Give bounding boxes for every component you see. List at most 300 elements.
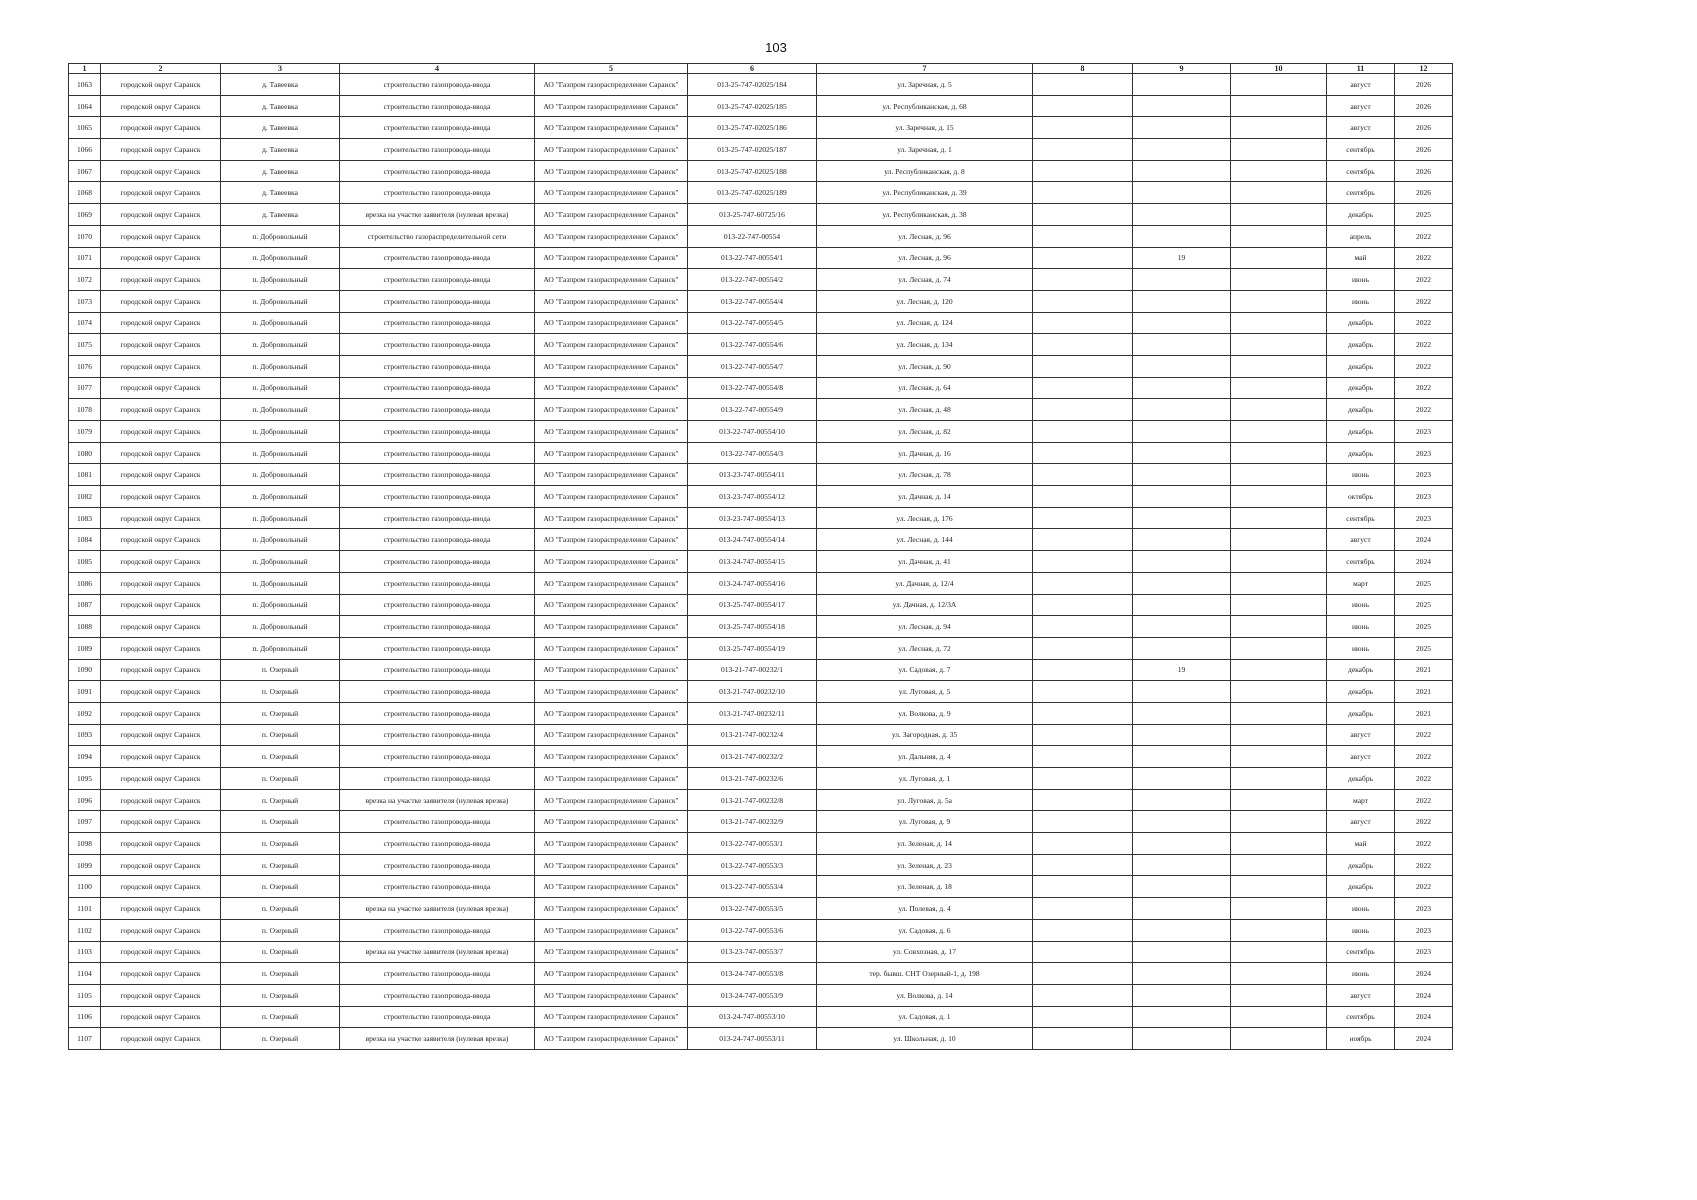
contract-number-cell: 013-22-747-00554/10 — [688, 421, 817, 443]
table-row — [69, 702, 1453, 724]
column-9-cell — [1133, 204, 1231, 226]
table-row — [69, 486, 1453, 508]
organization-cell: АО "Газпром газораспределение Саранск" — [535, 74, 688, 96]
municipality-cell: городской округ Саранск — [101, 421, 221, 443]
settlement-cell: п. Добровольный — [221, 225, 340, 247]
settlement-cell: п. Добровольный — [221, 290, 340, 312]
contract-number-cell: 013-24-747-00554/15 — [688, 551, 817, 573]
column-9-cell — [1133, 377, 1231, 399]
column-10-cell — [1231, 529, 1327, 551]
contract-number-cell: 013-21-747-00232/8 — [688, 789, 817, 811]
municipality-cell: городской округ Саранск — [101, 225, 221, 247]
settlement-cell: д. Тавеевка — [221, 204, 340, 226]
address-cell: ул. Дальняя, д. 4 — [817, 746, 1033, 768]
settlement-cell: п. Озерный — [221, 919, 340, 941]
contract-number-cell: 013-22-747-00554 — [688, 225, 817, 247]
column-8-cell — [1033, 247, 1133, 269]
work-type-cell: строительство газопровода-ввода — [340, 984, 535, 1006]
column-10-cell — [1231, 334, 1327, 356]
row-number-cell: 1071 — [69, 247, 101, 269]
organization-cell: АО "Газпром газораспределение Саранск" — [535, 594, 688, 616]
organization-cell: АО "Газпром газораспределение Саранск" — [535, 355, 688, 377]
year-cell: 2023 — [1395, 442, 1453, 464]
work-type-cell: строительство газопровода-ввода — [340, 876, 535, 898]
table-row — [69, 334, 1453, 356]
settlement-cell: п. Добровольный — [221, 399, 340, 421]
contract-number-cell: 013-22-747-00553/3 — [688, 854, 817, 876]
work-type-cell: строительство газопровода-ввода — [340, 572, 535, 594]
municipality-cell: городской округ Саранск — [101, 1006, 221, 1028]
municipality-cell: городской округ Саранск — [101, 377, 221, 399]
settlement-cell: п. Озерный — [221, 746, 340, 768]
address-cell: ул. Садовая, д. 6 — [817, 919, 1033, 941]
column-10-cell — [1231, 442, 1327, 464]
column-10-cell — [1231, 507, 1327, 529]
address-cell: ул. Садовая, д. 7 — [817, 659, 1033, 681]
organization-cell: АО "Газпром газораспределение Саранск" — [535, 789, 688, 811]
month-cell: ноябрь — [1327, 1028, 1395, 1050]
column-9-cell — [1133, 637, 1231, 659]
contract-number-cell: 013-25-747-02025/185 — [688, 95, 817, 117]
address-cell: ул. Зеленая, д. 18 — [817, 876, 1033, 898]
work-type-cell: строительство газопровода-ввода — [340, 551, 535, 573]
column-header: 5 — [535, 64, 688, 74]
column-10-cell — [1231, 355, 1327, 377]
contract-number-cell: 013-22-747-00553/4 — [688, 876, 817, 898]
row-number-cell: 1072 — [69, 269, 101, 291]
month-cell: декабрь — [1327, 204, 1395, 226]
row-number-cell: 1070 — [69, 225, 101, 247]
settlement-cell: п. Добровольный — [221, 312, 340, 334]
settlement-cell: д. Тавеевка — [221, 160, 340, 182]
settlement-cell: п. Добровольный — [221, 247, 340, 269]
month-cell: декабрь — [1327, 768, 1395, 790]
table-row — [69, 984, 1453, 1006]
column-10-cell — [1231, 941, 1327, 963]
row-number-cell: 1075 — [69, 334, 101, 356]
month-cell: август — [1327, 724, 1395, 746]
table-row — [69, 312, 1453, 334]
settlement-cell: п. Озерный — [221, 768, 340, 790]
table-row — [69, 616, 1453, 638]
organization-cell: АО "Газпром газораспределение Саранск" — [535, 486, 688, 508]
month-cell: март — [1327, 789, 1395, 811]
month-cell: июнь — [1327, 637, 1395, 659]
contract-number-cell: 013-22-747-00554/9 — [688, 399, 817, 421]
column-9-cell — [1133, 74, 1231, 96]
address-cell: ул. Лесная, д. 96 — [817, 247, 1033, 269]
column-header: 10 — [1231, 64, 1327, 74]
year-cell: 2025 — [1395, 572, 1453, 594]
table-row — [69, 160, 1453, 182]
year-cell: 2026 — [1395, 139, 1453, 161]
column-9-cell — [1133, 984, 1231, 1006]
work-type-cell: строительство газопровода-ввода — [340, 529, 535, 551]
contract-number-cell: 013-23-747-00554/13 — [688, 507, 817, 529]
month-cell: декабрь — [1327, 421, 1395, 443]
column-8-cell — [1033, 486, 1133, 508]
year-cell: 2022 — [1395, 355, 1453, 377]
column-8-cell — [1033, 898, 1133, 920]
column-8-cell — [1033, 551, 1133, 573]
row-number-cell: 1076 — [69, 355, 101, 377]
municipality-cell: городской округ Саранск — [101, 811, 221, 833]
column-9-cell — [1133, 854, 1231, 876]
column-header: 6 — [688, 64, 817, 74]
column-header: 4 — [340, 64, 535, 74]
year-cell: 2022 — [1395, 768, 1453, 790]
municipality-cell: городской округ Саранск — [101, 399, 221, 421]
month-cell: июнь — [1327, 269, 1395, 291]
column-header: 1 — [69, 64, 101, 74]
row-number-cell: 1092 — [69, 702, 101, 724]
organization-cell: АО "Газпром газораспределение Саранск" — [535, 225, 688, 247]
column-8-cell — [1033, 833, 1133, 855]
address-cell: ул. Лесная, д. 96 — [817, 225, 1033, 247]
year-cell: 2025 — [1395, 594, 1453, 616]
column-header: 2 — [101, 64, 221, 74]
row-number-cell: 1081 — [69, 464, 101, 486]
year-cell: 2022 — [1395, 399, 1453, 421]
municipality-cell: городской округ Саранск — [101, 464, 221, 486]
contract-number-cell: 013-22-747-00554/2 — [688, 269, 817, 291]
month-cell: май — [1327, 833, 1395, 855]
year-cell: 2022 — [1395, 876, 1453, 898]
contract-number-cell: 013-22-747-00554/4 — [688, 290, 817, 312]
column-9-cell: 19 — [1133, 247, 1231, 269]
month-cell: сентябрь — [1327, 182, 1395, 204]
organization-cell: АО "Газпром газораспределение Саранск" — [535, 963, 688, 985]
address-cell: ул. Лесная, д. 120 — [817, 290, 1033, 312]
address-cell: ул. Луговая, д. 5а — [817, 789, 1033, 811]
settlement-cell: п. Озерный — [221, 833, 340, 855]
column-9-cell — [1133, 963, 1231, 985]
table-row — [69, 941, 1453, 963]
column-9-cell: 19 — [1133, 659, 1231, 681]
column-10-cell — [1231, 811, 1327, 833]
settlement-cell: п. Добровольный — [221, 637, 340, 659]
contract-number-cell: 013-24-747-00553/10 — [688, 1006, 817, 1028]
table-row — [69, 768, 1453, 790]
municipality-cell: городской округ Саранск — [101, 594, 221, 616]
work-type-cell: строительство газопровода-ввода — [340, 377, 535, 399]
table-row — [69, 269, 1453, 291]
organization-cell: АО "Газпром газораспределение Саранск" — [535, 399, 688, 421]
month-cell: август — [1327, 529, 1395, 551]
address-cell: ул. Республиканская, д. 68 — [817, 95, 1033, 117]
year-cell: 2022 — [1395, 225, 1453, 247]
address-cell: ул. Дачная, д. 12/3А — [817, 594, 1033, 616]
row-number-cell: 1086 — [69, 572, 101, 594]
municipality-cell: городской округ Саранск — [101, 290, 221, 312]
settlement-cell: д. Тавеевка — [221, 74, 340, 96]
settlement-cell: п. Озерный — [221, 681, 340, 703]
organization-cell: АО "Газпром газораспределение Саранск" — [535, 95, 688, 117]
address-cell: ул. Лесная, д. 72 — [817, 637, 1033, 659]
column-10-cell — [1231, 789, 1327, 811]
year-cell: 2023 — [1395, 507, 1453, 529]
contract-number-cell: 013-21-747-00232/9 — [688, 811, 817, 833]
column-8-cell — [1033, 182, 1133, 204]
column-10-cell — [1231, 269, 1327, 291]
column-8-cell — [1033, 681, 1133, 703]
address-cell: ул. Лесная, д. 78 — [817, 464, 1033, 486]
municipality-cell: городской округ Саранск — [101, 551, 221, 573]
row-number-cell: 1068 — [69, 182, 101, 204]
column-10-cell — [1231, 551, 1327, 573]
address-cell: ул. Дачная, д. 12/4 — [817, 572, 1033, 594]
address-cell: ул. Дачная, д. 16 — [817, 442, 1033, 464]
address-cell: ул. Волкова, д. 14 — [817, 984, 1033, 1006]
column-9-cell — [1133, 551, 1231, 573]
settlement-cell: п. Добровольный — [221, 529, 340, 551]
column-10-cell — [1231, 399, 1327, 421]
column-10-cell — [1231, 290, 1327, 312]
organization-cell: АО "Газпром газораспределение Саранск" — [535, 637, 688, 659]
column-9-cell — [1133, 616, 1231, 638]
year-cell: 2024 — [1395, 1006, 1453, 1028]
month-cell: июнь — [1327, 464, 1395, 486]
column-10-cell — [1231, 876, 1327, 898]
row-number-cell: 1088 — [69, 616, 101, 638]
row-number-cell: 1065 — [69, 117, 101, 139]
column-9-cell — [1133, 529, 1231, 551]
column-8-cell — [1033, 919, 1133, 941]
table-row — [69, 811, 1453, 833]
column-10-cell — [1231, 594, 1327, 616]
organization-cell: АО "Газпром газораспределение Саранск" — [535, 464, 688, 486]
column-9-cell — [1133, 442, 1231, 464]
work-type-cell: строительство газопровода-ввода — [340, 637, 535, 659]
column-8-cell — [1033, 225, 1133, 247]
table-row — [69, 421, 1453, 443]
year-cell: 2026 — [1395, 182, 1453, 204]
column-8-cell — [1033, 572, 1133, 594]
table-row — [69, 225, 1453, 247]
row-number-cell: 1074 — [69, 312, 101, 334]
table-row — [69, 117, 1453, 139]
table-row — [69, 572, 1453, 594]
column-9-cell — [1133, 833, 1231, 855]
table-body — [69, 74, 1453, 1050]
settlement-cell: д. Тавеевка — [221, 182, 340, 204]
year-cell: 2021 — [1395, 702, 1453, 724]
column-10-cell — [1231, 74, 1327, 96]
organization-cell: АО "Газпром газораспределение Саранск" — [535, 334, 688, 356]
organization-cell: АО "Газпром газораспределение Саранск" — [535, 551, 688, 573]
work-type-cell: строительство газопровода-ввода — [340, 139, 535, 161]
settlement-cell: п. Добровольный — [221, 442, 340, 464]
contract-number-cell: 013-23-747-00554/11 — [688, 464, 817, 486]
settlement-cell: д. Тавеевка — [221, 95, 340, 117]
address-cell: ул. Лесная, д. 94 — [817, 616, 1033, 638]
column-9-cell — [1133, 464, 1231, 486]
row-number-cell: 1089 — [69, 637, 101, 659]
settlement-cell: п. Добровольный — [221, 551, 340, 573]
year-cell: 2024 — [1395, 1028, 1453, 1050]
column-8-cell — [1033, 355, 1133, 377]
address-cell: ул. Заречная, д. 1 — [817, 139, 1033, 161]
contract-number-cell: 013-24-747-00553/8 — [688, 963, 817, 985]
municipality-cell: городской округ Саранск — [101, 442, 221, 464]
address-cell: ул. Заречная, д. 15 — [817, 117, 1033, 139]
row-number-cell: 1104 — [69, 963, 101, 985]
work-type-cell: строительство газопровода-ввода — [340, 594, 535, 616]
column-9-cell — [1133, 746, 1231, 768]
table-row — [69, 594, 1453, 616]
column-10-cell — [1231, 1028, 1327, 1050]
column-8-cell — [1033, 74, 1133, 96]
month-cell: июнь — [1327, 594, 1395, 616]
year-cell: 2026 — [1395, 160, 1453, 182]
address-cell: ул. Заречная, д. 5 — [817, 74, 1033, 96]
table-row — [69, 551, 1453, 573]
work-type-cell: строительство газопровода-ввода — [340, 963, 535, 985]
contract-number-cell: 013-21-747-00232/10 — [688, 681, 817, 703]
work-type-cell: строительство газораспределительной сети — [340, 225, 535, 247]
municipality-cell: городской округ Саранск — [101, 637, 221, 659]
contract-number-cell: 013-25-747-60725/16 — [688, 204, 817, 226]
municipality-cell: городской округ Саранск — [101, 74, 221, 96]
table-row — [69, 681, 1453, 703]
month-cell: июнь — [1327, 290, 1395, 312]
row-number-cell: 1099 — [69, 854, 101, 876]
row-number-cell: 1066 — [69, 139, 101, 161]
contract-number-cell: 013-24-747-00554/16 — [688, 572, 817, 594]
year-cell: 2024 — [1395, 984, 1453, 1006]
row-number-cell: 1093 — [69, 724, 101, 746]
table-header — [69, 64, 1453, 74]
column-10-cell — [1231, 702, 1327, 724]
month-cell: октябрь — [1327, 486, 1395, 508]
organization-cell: АО "Газпром газораспределение Саранск" — [535, 421, 688, 443]
column-9-cell — [1133, 139, 1231, 161]
organization-cell: АО "Газпром газораспределение Саранск" — [535, 117, 688, 139]
column-10-cell — [1231, 247, 1327, 269]
settlement-cell: п. Добровольный — [221, 594, 340, 616]
organization-cell: АО "Газпром газораспределение Саранск" — [535, 746, 688, 768]
settlement-cell: п. Добровольный — [221, 355, 340, 377]
organization-cell: АО "Газпром газораспределение Саранск" — [535, 811, 688, 833]
month-cell: август — [1327, 746, 1395, 768]
work-type-cell: строительство газопровода-ввода — [340, 247, 535, 269]
column-10-cell — [1231, 204, 1327, 226]
address-cell: ул. Лесная, д. 134 — [817, 334, 1033, 356]
column-8-cell — [1033, 789, 1133, 811]
column-9-cell — [1133, 334, 1231, 356]
organization-cell: АО "Газпром газораспределение Саранск" — [535, 182, 688, 204]
month-cell: август — [1327, 117, 1395, 139]
address-cell: ул. Дачная, д. 41 — [817, 551, 1033, 573]
column-8-cell — [1033, 442, 1133, 464]
column-8-cell — [1033, 659, 1133, 681]
column-8-cell — [1033, 421, 1133, 443]
municipality-cell: городской округ Саранск — [101, 898, 221, 920]
row-number-cell: 1107 — [69, 1028, 101, 1050]
work-type-cell: строительство газопровода-ввода — [340, 290, 535, 312]
column-8-cell — [1033, 854, 1133, 876]
contract-number-cell: 013-22-747-00554/1 — [688, 247, 817, 269]
column-8-cell — [1033, 594, 1133, 616]
contract-number-cell: 013-22-747-00554/6 — [688, 334, 817, 356]
column-10-cell — [1231, 768, 1327, 790]
column-10-cell — [1231, 160, 1327, 182]
work-type-cell: строительство газопровода-ввода — [340, 74, 535, 96]
column-10-cell — [1231, 377, 1327, 399]
settlement-cell: п. Добровольный — [221, 464, 340, 486]
contract-number-cell: 013-21-747-00232/1 — [688, 659, 817, 681]
month-cell: июнь — [1327, 898, 1395, 920]
organization-cell: АО "Газпром газораспределение Саранск" — [535, 659, 688, 681]
settlement-cell: д. Тавеевка — [221, 117, 340, 139]
contract-number-cell: 013-21-747-00232/2 — [688, 746, 817, 768]
address-cell: ул. Лесная, д. 144 — [817, 529, 1033, 551]
municipality-cell: городской округ Саранск — [101, 963, 221, 985]
column-10-cell — [1231, 659, 1327, 681]
column-9-cell — [1133, 789, 1231, 811]
settlement-cell: п. Озерный — [221, 876, 340, 898]
column-10-cell — [1231, 724, 1327, 746]
column-9-cell — [1133, 290, 1231, 312]
settlement-cell: п. Добровольный — [221, 377, 340, 399]
municipality-cell: городской округ Саранск — [101, 789, 221, 811]
column-10-cell — [1231, 572, 1327, 594]
municipality-cell: городской округ Саранск — [101, 919, 221, 941]
address-cell: ул. Садовая, д. 1 — [817, 1006, 1033, 1028]
address-cell: ул. Полевая, д. 4 — [817, 898, 1033, 920]
year-cell: 2021 — [1395, 681, 1453, 703]
work-type-cell: строительство газопровода-ввода — [340, 1006, 535, 1028]
table-row — [69, 919, 1453, 941]
settlement-cell: п. Озерный — [221, 1006, 340, 1028]
column-10-cell — [1231, 312, 1327, 334]
column-8-cell — [1033, 1028, 1133, 1050]
month-cell: декабрь — [1327, 681, 1395, 703]
contract-number-cell: 013-25-747-02025/187 — [688, 139, 817, 161]
year-cell: 2024 — [1395, 551, 1453, 573]
row-number-cell: 1097 — [69, 811, 101, 833]
contract-number-cell: 013-22-747-00554/5 — [688, 312, 817, 334]
column-9-cell — [1133, 594, 1231, 616]
row-number-cell: 1083 — [69, 507, 101, 529]
column-8-cell — [1033, 464, 1133, 486]
contract-number-cell: 013-22-747-00554/8 — [688, 377, 817, 399]
table-row — [69, 95, 1453, 117]
contract-number-cell: 013-21-747-00232/11 — [688, 702, 817, 724]
column-header: 9 — [1133, 64, 1231, 74]
contract-number-cell: 013-25-747-02025/188 — [688, 160, 817, 182]
work-type-cell: строительство газопровода-ввода — [340, 464, 535, 486]
table-row — [69, 659, 1453, 681]
column-9-cell — [1133, 876, 1231, 898]
column-8-cell — [1033, 702, 1133, 724]
column-10-cell — [1231, 833, 1327, 855]
row-number-cell: 1096 — [69, 789, 101, 811]
month-cell: август — [1327, 984, 1395, 1006]
column-9-cell — [1133, 225, 1231, 247]
settlement-cell: п. Озерный — [221, 984, 340, 1006]
column-9-cell — [1133, 312, 1231, 334]
year-cell: 2021 — [1395, 659, 1453, 681]
column-8-cell — [1033, 334, 1133, 356]
municipality-cell: городской округ Саранск — [101, 160, 221, 182]
address-cell: ул. Лесная, д. 48 — [817, 399, 1033, 421]
municipality-cell: городской округ Саранск — [101, 204, 221, 226]
row-number-cell: 1079 — [69, 421, 101, 443]
month-cell: сентябрь — [1327, 507, 1395, 529]
column-9-cell — [1133, 182, 1231, 204]
contract-number-cell: 013-21-747-00232/4 — [688, 724, 817, 746]
